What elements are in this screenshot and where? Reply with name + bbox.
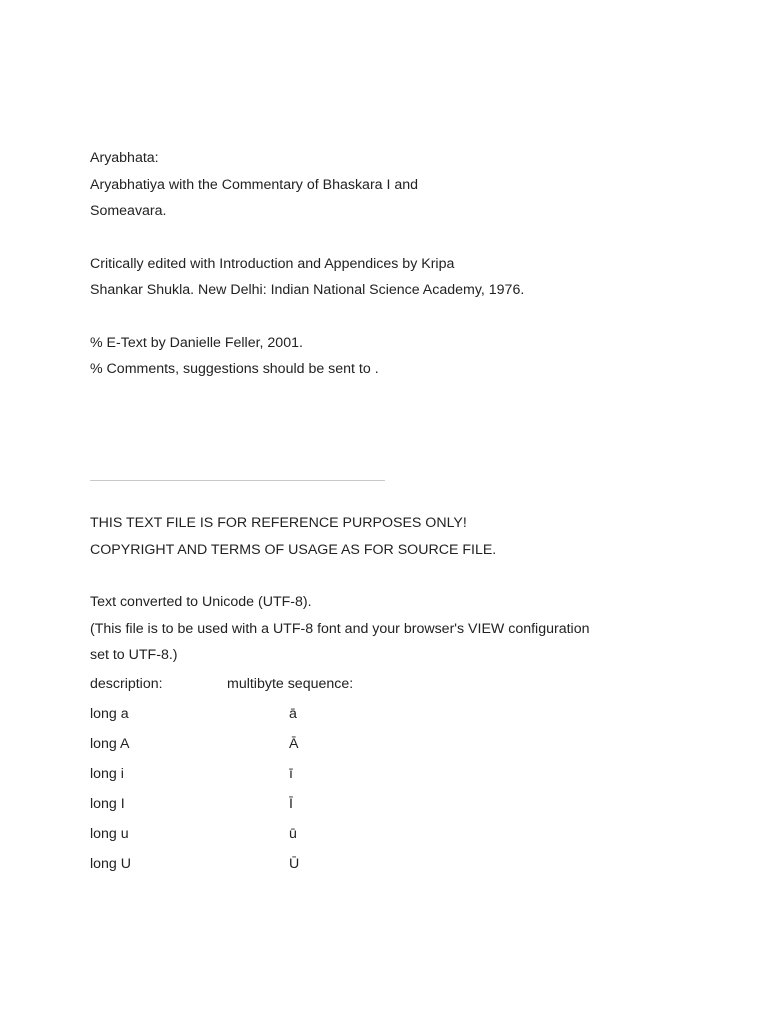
table-cell-description: long U xyxy=(90,855,132,872)
edition-line-continued: Shankar Shukla. New Delhi: Indian National Science Academy, 1976. xyxy=(90,282,525,298)
document-header xyxy=(90,145,710,383)
table-row xyxy=(90,759,710,789)
table-cell-description: long a xyxy=(90,705,129,722)
table-row xyxy=(90,789,710,819)
table-cell-description: long I xyxy=(90,795,125,812)
table-cell-sequence: ū xyxy=(289,825,297,842)
edition-line: Critically edited with Introduction and Appendices by Kripa xyxy=(90,255,455,272)
table-cell-sequence: Ū xyxy=(289,855,300,872)
table-header-description: description: xyxy=(90,675,163,692)
author-line: Aryabhata: xyxy=(90,150,159,166)
table-cell-sequence: Ā xyxy=(289,735,299,752)
table-header-row xyxy=(90,669,710,699)
notice-line: THIS TEXT FILE IS FOR REFERENCE PURPOSES ONLY! xyxy=(90,515,467,531)
table-cell-description: long A xyxy=(90,735,130,752)
table-row xyxy=(90,699,710,729)
unicode-line: Text converted to Unicode (UTF-8). xyxy=(90,594,312,610)
table-row xyxy=(90,729,710,759)
table-row xyxy=(90,819,710,849)
transliteration-table xyxy=(90,669,710,879)
table-cell-sequence: ā xyxy=(289,705,297,722)
unicode-note-line: (This file is to be used with a UTF-8 font and your browser's VIEW configuration xyxy=(90,620,590,637)
table-cell-sequence: Ī xyxy=(289,795,293,812)
table-cell-sequence: ī xyxy=(289,765,293,782)
table-row xyxy=(90,849,710,879)
table-cell-description: long i xyxy=(90,765,124,782)
title-line: Aryabhatiya with the Commentary of Bhaskara I and xyxy=(90,176,419,193)
copyright-line: COPYRIGHT AND TERMS OF USAGE AS FOR SOURCE FILE. xyxy=(90,541,497,558)
title-line-continued: Someavara. xyxy=(90,203,167,219)
document-body xyxy=(90,510,710,879)
table-header-sequence: multibyte sequence: xyxy=(227,675,354,692)
horizontal-divider xyxy=(90,480,385,481)
etext-credit-line: % E-Text by Danielle Feller, 2001. xyxy=(90,334,303,351)
unicode-note-line-continued: set to UTF-8.) xyxy=(90,647,178,663)
table-cell-description: long u xyxy=(90,825,129,842)
comments-line: % Comments, suggestions should be sent to . xyxy=(90,361,379,377)
